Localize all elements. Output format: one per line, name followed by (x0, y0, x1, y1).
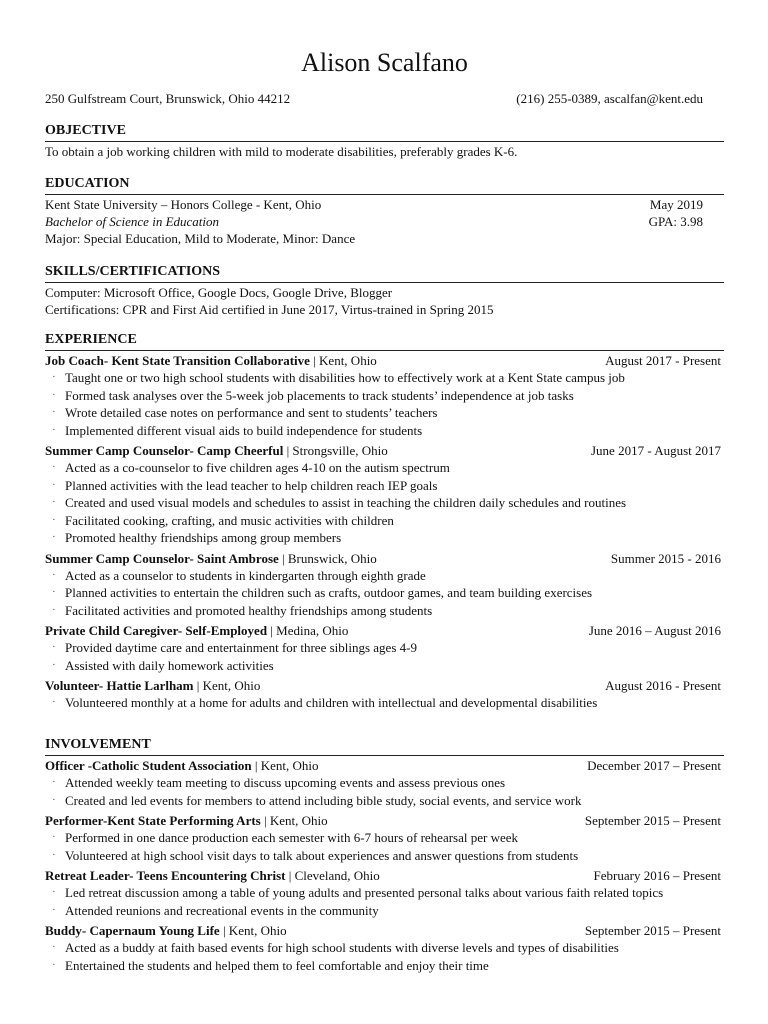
candidate-name: Alison Scalfano (301, 48, 468, 77)
role-location: | Medina, Ohio (267, 623, 349, 638)
role-title: Officer -Catholic Student Association (45, 758, 252, 773)
role-date: June 2016 – August 2016 (588, 623, 721, 638)
bullet-text: Assisted with daily homework activities (65, 657, 274, 673)
bullet-text: Attended reunions and recreational events in the community (65, 902, 379, 918)
role-title: Summer Camp Counselor- Camp Cheerful (45, 443, 284, 458)
bullet-item (52, 939, 724, 957)
role-title: Summer Camp Counselor- Saint Ambrose (45, 550, 279, 566)
involvement-entry-header (45, 867, 724, 884)
bullet-list (45, 884, 724, 919)
bullet-list (45, 694, 724, 712)
skills-section (45, 263, 724, 318)
bullet-text: Acted as a counselor to students in kindergarten through eighth grade (65, 567, 426, 583)
bullet-dot-icon: · (52, 831, 56, 843)
education-section (45, 175, 724, 247)
experience-entry-header (45, 677, 724, 694)
address: 250 Gulfstream Court, Brunswick, Ohio 44212 (45, 91, 291, 106)
bullet-list (45, 459, 724, 547)
bullet-text: Created and led events for members to attend including bible study, social events, and service work (65, 792, 582, 808)
bullet-text: Provided daytime care and entertainment for three siblings ages 4-9 (65, 640, 417, 655)
school-name: Kent State University – Honors College - Kent, Ohio (45, 197, 322, 212)
bullet-dot-icon: · (52, 886, 56, 898)
experience-entry-header (45, 352, 724, 369)
role-date: December 2017 – Present (587, 758, 721, 773)
bullet-text: Acted as a buddy at faith based events for high school students with diverse levels and types of disabilities (65, 940, 619, 955)
bullet-item (52, 847, 724, 865)
bullet-item (52, 957, 724, 975)
bullet-dot-icon: · (52, 406, 56, 418)
role-location: | Cleveland, Ohio (285, 868, 380, 883)
bullet-dot-icon: · (52, 568, 56, 581)
bullet-item (52, 529, 724, 547)
bullet-item (52, 422, 724, 440)
role-location: | Brunswick, Ohio (278, 550, 377, 566)
bullet-item (52, 512, 724, 530)
contact-line (45, 91, 724, 107)
bullet-item (52, 387, 724, 405)
role-title: Performer-Kent State Performing Arts (45, 813, 261, 828)
bullet-item (52, 829, 724, 847)
bullet-dot-icon: · (52, 496, 56, 508)
bullet-item (52, 404, 724, 422)
experience-section (45, 331, 724, 715)
phone-email: (216) 255-0389, ascalfan@kent.edu (516, 91, 703, 106)
experience-entry (45, 622, 724, 674)
bullet-item (52, 792, 724, 810)
experience-entry-header (45, 550, 724, 567)
role-date: August 2017 - Present (605, 353, 721, 368)
bullet-text: Planned activities to entertain the children such as crafts, outdoor games, and team building exercises (65, 585, 593, 600)
role-location: | Kent, Ohio (193, 678, 261, 693)
bullet-dot-icon: · (52, 371, 56, 383)
role-title: Buddy- Capernaum Young Life (45, 923, 220, 938)
involvement-list (45, 757, 724, 974)
bullet-list (45, 567, 724, 620)
bullet-item (52, 459, 724, 477)
bullet-dot-icon: · (52, 903, 56, 916)
role-date: September 2015 – Present (584, 813, 721, 828)
bullet-text: Led retreat discussion among a table of young adults and presented personal talks about various faith related topics (65, 885, 664, 900)
bullet-dot-icon: · (52, 941, 56, 953)
bullet-list (45, 369, 724, 439)
graduation-date: May 2019 (649, 197, 703, 212)
experience-list (45, 352, 724, 712)
bullet-item (52, 774, 724, 792)
involvement-entry (45, 812, 724, 864)
objective-heading: OBJECTIVE (45, 122, 724, 142)
bullet-dot-icon: · (52, 958, 56, 971)
experience-entry (45, 352, 724, 439)
objective-text: To obtain a job working children with mild to moderate disabilities, preferably grades K-6. (45, 144, 518, 159)
role-title: Volunteer- Hattie Larlham (45, 678, 194, 693)
bullet-text: Acted as a co-counselor to five children ages 4-10 on the autism spectrum (65, 460, 450, 475)
experience-entry-header (45, 622, 724, 639)
bullet-text: Promoted healthy friendships among group members (65, 530, 342, 545)
bullet-text: Wrote detailed case notes on performance and sent to students’ teachers (65, 405, 438, 420)
bullet-item (52, 639, 724, 657)
bullet-item (52, 584, 724, 602)
role-title: Job Coach- Kent State Transition Collaborative (45, 353, 310, 368)
bullet-dot-icon: · (52, 848, 56, 861)
involvement-entry (45, 867, 724, 919)
involvement-heading: INVOLVEMENT (45, 736, 724, 756)
role-location: | Kent, Ohio (219, 923, 287, 938)
involvement-entry-header (45, 757, 724, 774)
education-heading: EDUCATION (45, 175, 724, 195)
bullet-dot-icon: · (52, 776, 56, 788)
bullet-item (52, 567, 724, 585)
role-date: September 2015 – Present (584, 923, 721, 938)
role-location: | Strongsville, Ohio (283, 443, 388, 458)
bullet-text: Facilitated cooking, crafting, and music activities with children (65, 512, 394, 528)
role-date: June 2017 - August 2017 (591, 443, 721, 458)
bullet-text: Created and used visual models and schedules to assist in teaching the children daily schedules and routines (65, 495, 627, 510)
bullet-list (45, 939, 724, 974)
bullet-item (52, 902, 724, 920)
involvement-entry-header (45, 922, 724, 939)
role-location: | Kent, Ohio (309, 353, 377, 368)
involvement-entry (45, 757, 724, 809)
bullet-list (45, 829, 724, 864)
bullet-dot-icon: · (52, 586, 56, 598)
gpa: GPA: 3.98 (648, 214, 703, 229)
bullet-text: Entertained the students and helped them to feel comfortable and enjoy their time (65, 957, 489, 973)
experience-entry-header (45, 442, 724, 459)
involvement-entry-header (45, 812, 724, 829)
bullet-item (52, 657, 724, 675)
skills-computer: Computer: Microsoft Office, Google Docs, Google Drive, Blogger (45, 285, 393, 300)
experience-entry (45, 550, 724, 620)
bullet-dot-icon: · (52, 793, 56, 806)
bullet-list (45, 774, 724, 809)
bullet-dot-icon: · (52, 603, 56, 616)
experience-entry (45, 677, 724, 712)
role-date: Summer 2015 - 2016 (610, 550, 721, 566)
education-school-row (45, 196, 724, 213)
bullet-dot-icon: · (52, 513, 56, 526)
skills-certifications: Certifications: CPR and First Aid certified in June 2017, Virtus-trained in Spring 2015 (45, 302, 494, 317)
bullet-item (52, 884, 724, 902)
degree: Bachelor of Science in Education (45, 214, 220, 229)
role-date: February 2016 – Present (593, 868, 721, 883)
experience-entry (45, 442, 724, 547)
role-location: | Kent, Ohio (260, 813, 328, 828)
bullet-item (52, 602, 724, 620)
role-title: Private Child Caregiver- Self-Employed (45, 623, 268, 638)
bullet-text: Attended weekly team meeting to discuss upcoming events and assess previous ones (65, 775, 506, 790)
education-degree-row (45, 213, 724, 230)
bullet-dot-icon: · (52, 696, 56, 708)
role-title: Retreat Leader- Teens Encountering Christ (45, 868, 286, 883)
bullet-dot-icon: · (52, 461, 56, 473)
bullet-dot-icon: · (52, 658, 56, 671)
experience-heading: EXPERIENCE (45, 331, 724, 351)
bullet-text: Planned activities with the lead teacher to help children reach IEP goals (65, 477, 438, 493)
bullet-dot-icon: · (52, 478, 56, 491)
education-major: Major: Special Education, Mild to Moderate, Minor: Dance (45, 231, 356, 246)
bullet-dot-icon: · (52, 641, 56, 653)
bullet-text: Volunteered at high school visit days to talk about experiences and answer questions from students (65, 847, 579, 863)
bullet-item (52, 694, 724, 712)
role-date: August 2016 - Present (605, 678, 721, 693)
bullet-dot-icon: · (52, 423, 56, 436)
bullet-text: Performed in one dance production each semester with 6-7 hours of rehearsal per week (65, 830, 519, 845)
bullet-dot-icon: · (52, 531, 56, 543)
bullet-item (52, 477, 724, 495)
role-location: | Kent, Ohio (251, 758, 319, 773)
bullet-item (52, 369, 724, 387)
involvement-section (45, 736, 724, 977)
bullet-dot-icon: · (52, 388, 56, 401)
skills-heading: SKILLS/CERTIFICATIONS (45, 263, 724, 283)
bullet-text: Taught one or two high school students with disabilities how to effectively work at a Kent State campus job (65, 370, 625, 385)
bullet-list (45, 639, 724, 674)
objective-section (45, 122, 724, 160)
involvement-entry (45, 922, 724, 974)
bullet-text: Implemented different visual aids to build independence for students (65, 422, 423, 438)
bullet-text: Formed task analyses over the 5-week job placements to track students’ independence at job tasks (65, 387, 574, 403)
bullet-text: Facilitated activities and promoted healthy friendships among students (65, 602, 433, 618)
bullet-text: Volunteered monthly at a home for adults and children with intellectual and developmental disabilities (65, 695, 598, 710)
bullet-item (52, 494, 724, 512)
